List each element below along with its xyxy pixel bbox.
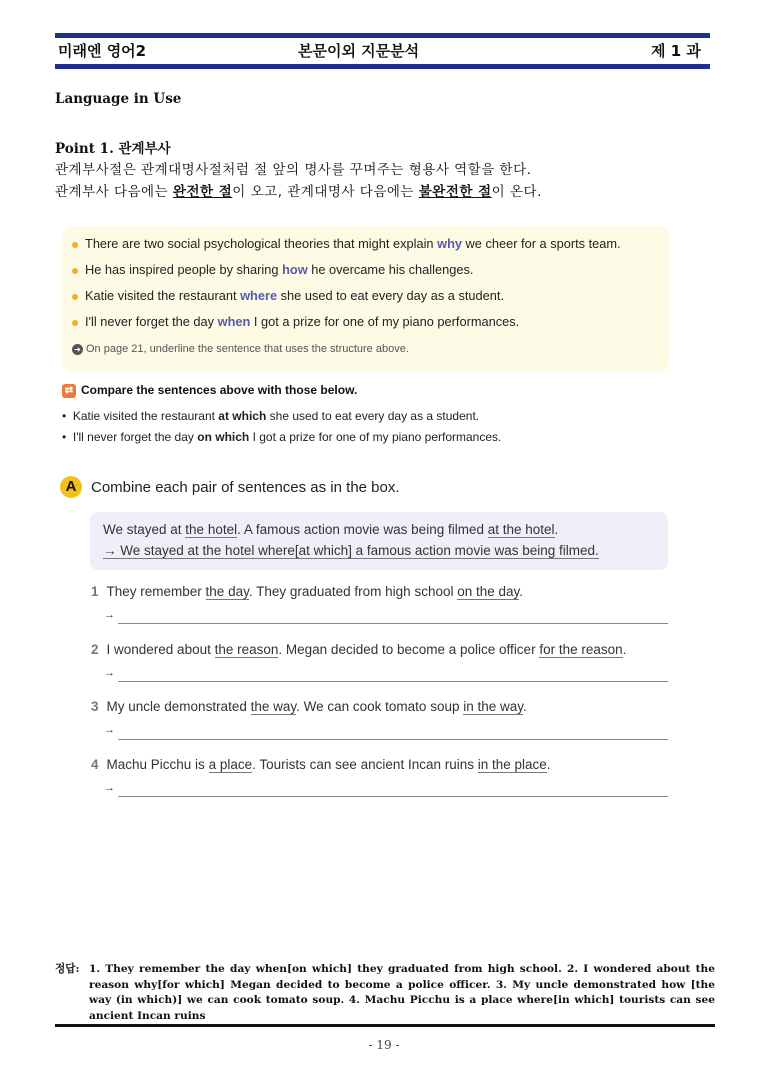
explanation-text: 이 오고, 관계대명사 다음에는 xyxy=(232,184,419,200)
compare-item: • I'll never forget the day on which I got a prize for one of my piano performances. xyxy=(62,430,502,444)
question-number: 1 xyxy=(91,584,99,599)
bullet-icon xyxy=(72,268,78,274)
compare-item: • Katie visited the restaurant at which she used to eat every day as a student. xyxy=(62,409,480,423)
relative-pronoun: on which xyxy=(197,430,250,444)
underlined-phrase: at the hotel xyxy=(487,522,555,537)
underlined-phrase: on the day xyxy=(457,584,520,599)
question-1 xyxy=(91,584,523,599)
sentence-text: He has inspired people by sharing xyxy=(85,262,283,277)
complete-clause-term: 완전한 절 xyxy=(172,184,233,200)
answer-arrow: → xyxy=(104,782,115,794)
relative-adverb: why xyxy=(437,236,462,251)
sentence-text: she used to eat every day as a student. xyxy=(266,409,480,423)
example-sentence xyxy=(72,236,621,251)
answer-line-1[interactable] xyxy=(118,623,668,624)
footer-rule xyxy=(55,1024,715,1027)
question-number: 3 xyxy=(91,699,99,714)
answer-arrow: → xyxy=(104,667,115,679)
sentence-text: she used to eat every day as a student. xyxy=(277,288,505,303)
explanation-text: 관계부사 다음에는 xyxy=(55,184,173,200)
question-number: 2 xyxy=(91,642,99,657)
answer-arrow: → xyxy=(104,609,115,621)
header-section: 본문이외 지문분석 xyxy=(298,42,420,60)
header-top-rule xyxy=(55,33,710,38)
underlined-phrase: in the place xyxy=(477,757,547,772)
relative-adverb: how xyxy=(282,262,308,277)
example-sentence xyxy=(72,288,504,303)
sentence-text: There are two social psychological theories that might explain xyxy=(85,236,438,251)
answer-arrow: → xyxy=(104,724,115,736)
bullet-icon xyxy=(72,320,78,326)
exercise-badge: A xyxy=(60,476,82,498)
sentence-text: My uncle demonstrated xyxy=(106,699,251,714)
example-pair xyxy=(103,522,558,537)
incomplete-clause-term: 불완전한 절 xyxy=(418,184,492,200)
example-sentence xyxy=(72,314,519,329)
relative-adverb: when xyxy=(217,314,251,329)
bullet-icon xyxy=(72,294,78,300)
section-title: Language in Use xyxy=(55,91,182,107)
sentence-text: I got a prize for one of my piano performances. xyxy=(249,430,502,444)
sentence-text: . Tourists can see ancient Incan ruins xyxy=(252,757,478,772)
example-note xyxy=(72,343,409,355)
exercise-title: Combine each pair of sentences as in the box. xyxy=(91,479,400,496)
relative-pronoun: at which xyxy=(218,409,267,423)
bullet-icon xyxy=(72,242,78,248)
header-textbook: 미래엔 영어2 xyxy=(58,42,147,60)
sentence-text: We stayed at xyxy=(103,522,186,537)
underlined-phrase: the day xyxy=(205,584,249,599)
sentence-text: . A famous action movie was being filmed xyxy=(237,522,488,537)
sentence-text: . xyxy=(519,584,524,599)
underlined-phrase: a place xyxy=(208,757,253,772)
underlined-phrase: the hotel xyxy=(185,522,238,537)
header-bottom-rule xyxy=(55,64,710,69)
question-number: 4 xyxy=(91,757,99,772)
sentence-text: Machu Picchu is xyxy=(106,757,209,772)
point-title-korean: 관계부사 xyxy=(118,141,171,157)
answer-line-3[interactable] xyxy=(118,739,668,740)
answer-key xyxy=(55,962,715,1024)
header-lesson: 제 1 과 xyxy=(651,42,701,60)
sentence-text: I'll never forget the day xyxy=(85,314,218,329)
sentence-text: . Megan decided to become a police officer xyxy=(278,642,540,657)
sentence-text: Katie visited the restaurant xyxy=(72,409,219,423)
example-combined xyxy=(103,543,599,558)
explanation-text: 이 온다. xyxy=(491,184,542,200)
sentence-text: I'll never forget the day xyxy=(72,430,198,444)
sentence-text: we cheer for a sports team. xyxy=(462,236,621,251)
answer-text: 1. They remember the day when[on which] they graduated from high school. 2. I wondered about the reason why[for which] Megan decided to become a police officer. 3. My uncle demonstrated how [the way (in which)] we can cook tomato soup. 4. Machu Picchu is a place where[in which] tourists can see ancient Incan ruins xyxy=(89,963,715,1022)
compare-title xyxy=(62,383,357,398)
sentence-text: I got a prize for one of my piano performances. xyxy=(250,314,520,329)
underlined-phrase: in the way xyxy=(463,699,523,714)
point-explanation-2 xyxy=(55,180,542,200)
answer-label: 정답: xyxy=(55,963,80,975)
underlined-phrase: the reason xyxy=(214,642,279,657)
page-number: - 19 - xyxy=(368,1038,400,1052)
point-title-prefix: Point 1. xyxy=(55,141,114,157)
sentence-text: . We can cook tomato soup xyxy=(296,699,464,714)
point-explanation-1: 관계부사절은 관계대명사절처럼 절 앞의 명사를 꾸며주는 형용사 역할을 한다. xyxy=(55,162,532,178)
question-2 xyxy=(91,642,626,657)
question-3 xyxy=(91,699,527,714)
relative-adverb: where xyxy=(240,288,278,303)
answer-line-2[interactable] xyxy=(118,681,668,682)
note-text: On page 21, underline the sentence that uses the structure above. xyxy=(86,343,409,355)
sentence-text: . xyxy=(554,522,559,537)
compare-title-text: Compare the sentences above with those below. xyxy=(81,383,358,397)
underlined-phrase: the way xyxy=(250,699,297,714)
underlined-phrase: for the reason xyxy=(539,642,623,657)
arrow-circle-icon: ➜ xyxy=(72,344,83,355)
example-answer-box xyxy=(90,512,668,570)
point-title xyxy=(55,137,171,157)
sentence-text: They remember xyxy=(106,584,206,599)
sentence-text: . They graduated from high school xyxy=(248,584,458,599)
sentence-text: he overcame his challenges. xyxy=(307,262,474,277)
sentence-text: . xyxy=(523,699,527,714)
sentence-text: Katie visited the restaurant xyxy=(85,288,241,303)
sentence-text: . xyxy=(622,642,627,657)
example-sentence xyxy=(72,262,473,277)
sentence-text: . xyxy=(546,757,551,772)
combined-sentence: → We stayed at the hotel where[at which] a famous action movie was being filmed. xyxy=(103,543,599,558)
question-4 xyxy=(91,757,551,772)
compare-icon: ⇄ xyxy=(62,384,76,398)
answer-line-4[interactable] xyxy=(118,796,668,797)
sentence-text: I wondered about xyxy=(106,642,215,657)
